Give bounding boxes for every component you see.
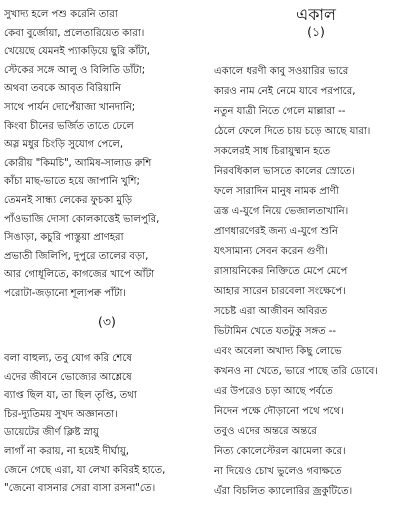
right-stanza [214,62,418,502]
poem-line: আহার সারেন চারবেলা সংক্ষেপে। [214,286,346,297]
poem-line: যৎসামান্য সেবন করেন গুণী। [214,246,328,257]
poem-line: এবং অবেলা অখাদ্য কিছু লোভে [214,346,342,357]
poem-line: নতুন যাত্রী নিতে গেলে মাল্লারা -- [214,106,346,117]
poem-line: তেমনই সান্ধ্য লেকের ফুচকা মুড়ি [4,194,133,206]
poem-line: জেনে গেছে এরা, যা লেখা কবিরই হাতে, [4,464,166,476]
poem-title: একাল [296,5,336,24]
poem-line: লাগাঁ না করায়, না হয়েই দীর্ঘায়ু, [4,445,129,457]
poem-line: রাসায়নিকের নিক্তিতে মেপে মেপে [214,266,348,277]
poem-line: পরোটা-জড়ানো শূল্যপক্ব পাঁটা। [4,287,126,299]
poem-line: ভিটামিন খেতে যতটুকু সঙ্গত -- [214,326,336,337]
poem-line: খেয়েছে যেমনই প্যাকড়িয়ে ছুরি কাঁটা, [4,46,150,58]
poem-line: প্রভাতী জিলিপি, দুপুরে তালের বড়া, [4,250,149,262]
left-bottom-stanza [4,350,210,499]
poem-line: কারও নাম নেই নেমে যাবে পরপারে, [214,86,356,97]
poem-line: ডায়েটের জীর্ণ ক্লিষ্ট স্নায়ু [4,427,99,439]
poem-line: অস্ল মধুর চিংড়ি সুযোগ পেলে, [4,139,124,151]
poem-line: একালে ধরণী কাবু সওয়ারির ভারে [214,66,349,77]
poem-line: স্টেকের সঙ্গে আলু ও বিলিতি ডাঁটা; [4,64,146,76]
poem-line: কেবা বুর্জোয়া, প্রলেতারিয়েত কারা। [4,27,145,39]
poem-line: ব্যাপ্ত ছিল যা, তা ছিল তৃপ্তি, তথা [4,390,137,402]
poem-line: সুখাদ্য হলে পশু করেনি তারা [4,9,118,20]
poem-line: সচেষ্ট এরা আজীবন অবিরত [214,306,328,317]
poem-line: নিরবধিকাল ভাসতে কালের স্রোতে। [214,166,355,177]
poem-line: এদের জীবনে ভোজ্যের আশ্লেষে [4,371,132,383]
poem-line: চির-দ্যুতিময় সুখদ অজ্ঞানতা। [4,408,118,420]
poem-line: ঠেলে ফেলে দিতে চায় চড়ে আছে যারা। [214,126,371,137]
poem-line: না দিয়েও চোখ ভুলেও গবাক্ষতে [214,466,342,477]
poem-line: কিংবা চীনের ভর্জিত তাতে ঢেলে [4,120,134,132]
poem-line: "জেনো বাসনার সেরা বাসা রসনা"তে। [4,483,156,495]
poem-line: বলা বাহুল্য, তবু যোগ করি শেষে [4,353,132,364]
poem-line: তবুও এদের অন্তরে অন্তরে [214,426,317,437]
poem-line: প্রাণধারণেরই জন্য এ-যুগে শুনি [214,226,339,237]
poem-line: সিঙাড়া, কচুরি পাস্তুয়া প্রাণহরা [4,232,124,244]
poem-line: কোরীয় "কিমচি", আমিষ-সালাড রুশি [4,157,152,169]
poem-line: অথবা তবকে আবৃত বিরিয়ানি [4,83,121,95]
poem-line: সকলেরই সাধ চিরায়ুষ্মান হতে [214,146,331,157]
poem-line: কখনও না খেতে, ভারে পাছে তরি ডোবে। [214,366,378,377]
poem-line: সাথে পার্যন দোপেঁয়াজা খানদানি; [4,101,136,113]
left-top-stanza [4,6,210,304]
poem-line: এঁরা বিচলিত ক্যালোরির জ্রকুটিতে। [214,486,353,497]
poem-line: নিদেন পক্ষে দৌড়ানো পথে পথে। [214,406,344,417]
poem-line: নিত্য কোলেস্টেরল ঝামেলা করে। [214,446,346,457]
poem-line: ত্রস্ত এ-যুগে নিয়ে ভেজালতাখানি। [214,206,349,217]
poem-line: আর গোধূলিতে, কাগজের খাপে আঁটা [4,269,155,281]
poem-line: ফলে সারাদিন মানুষ নামক প্রাণী [214,186,339,197]
poem-line: পাঁওভাজি দোসা কোলকাত্তেই ভালপুরি, [4,213,160,225]
left-section-number: (৩) [98,314,116,329]
poem-line: এর উপরেও চড়া আছে পর্বতে [214,386,333,397]
right-section-number: (১) [307,24,325,39]
poem-line: কাঁচা মাছ-ভাতে হয়ে জাপানি খুশি; [4,176,140,188]
